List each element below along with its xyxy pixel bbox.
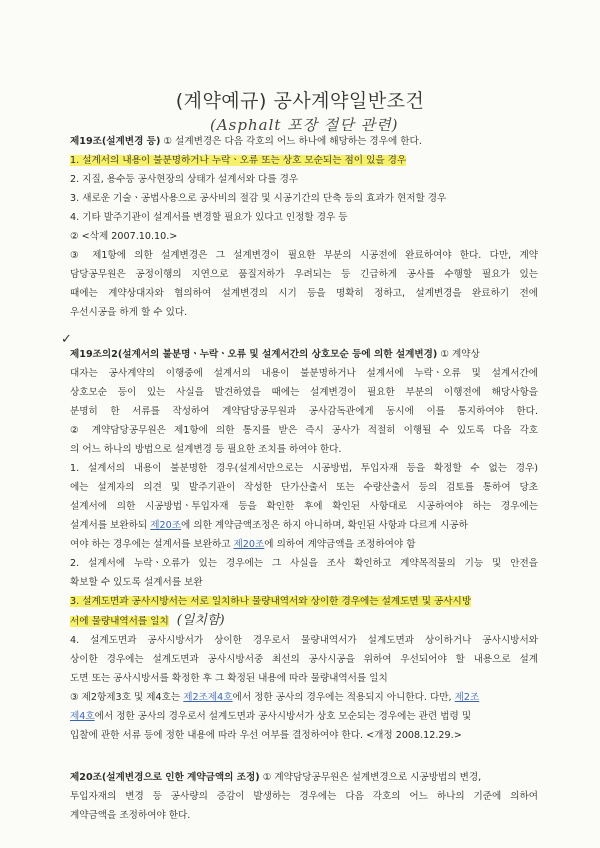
article-19-2-p3-line <box>70 707 538 726</box>
text-segment: ③ 제2항제3호 및 제4호는 <box>70 692 184 703</box>
article-19-2-item-2-line: 2. 설계서에 누락ㆍ오류가 있는 경우에는 그 사실을 조사 확인하고 계약목적물의 기능 및 안전을 <box>70 558 538 569</box>
highlighted-text: 서에 물량내역서를 일치 <box>70 616 169 627</box>
article-20-heading: 제20조(설계변경으로 인한 계약금액의 조정) <box>70 772 260 783</box>
article-19-2-p1-line: 분명히 한 서류를 작성하여 계약담당공무원과 공사감독관에게 동시에 이를 통지하여야 한다. <box>70 406 538 417</box>
article-19-item-4: 4. 기타 발주기관이 설계서를 변경할 필요가 있다고 인정할 경우 등 <box>70 212 348 223</box>
check-mark-icon: ✓ <box>61 332 72 347</box>
article-20-heading-tail: ① 계약담당공무원은 설계변경으로 시공방법의 변경, <box>259 772 482 783</box>
article-19-2-heading-tail: ① 계약상 <box>437 349 480 360</box>
article-19-2-p1-line: 대자는 공사계약의 이행중에 설계서의 내용이 불분명하거나 설계서에 누락ㆍ오류 및 설계서간에 <box>70 368 538 379</box>
article-19-heading: 제19조(설계변경 등) <box>70 136 161 147</box>
article-20-line: 투입자재의 변경 등 공사량의 증감이 발생하는 경우에는 다음 각호의 어느 하나의 기준에 의하여 <box>70 791 538 802</box>
article-2-item-4-link[interactable]: 제2조제4호 <box>183 692 233 703</box>
article-19-para-3-line: ③ 제1항에 의한 설계변경은 그 설계변경이 필요한 부분의 시공전에 완료하여야 한다. 다만, 계약 <box>70 250 538 261</box>
article-19-para-3-line: 담당공무원은 공정이행의 지연으로 품질저하가 우려되는 등 긴급하게 공사를 수행할 필요가 있는 <box>70 269 538 280</box>
article-19-2-p3-line: 입찰에 관한 서류 등에 정한 내용에 따라 우선 여부를 결정하여야 한다. <개정 2008.12.29.> <box>70 730 462 741</box>
handwritten-note: (일치함) <box>176 613 225 628</box>
handwritten-annotation: (Asphalt 포장 절단 관련) <box>210 116 399 134</box>
article-19-2-item-1-line <box>70 516 538 535</box>
document-body <box>70 132 538 825</box>
article-19-2-item-4-line: 상이한 경우에는 설계도면과 공사시방서중 최선의 공사시공을 위하여 우선되어야 할 내용으로 설계 <box>70 654 538 665</box>
text-segment: 설계서를 보완하되 <box>70 520 151 531</box>
article-19-2-heading: 제19조의2(설계서의 불분명ㆍ누락ㆍ오류 및 설계서간의 상호모순 등에 의한 설계변경) <box>70 349 438 360</box>
document-title: (계약예규) 공사계약일반조건 <box>175 90 425 112</box>
article-19-2-heading-line <box>70 345 538 364</box>
article-20-link[interactable]: 제20조 <box>233 539 265 550</box>
text-segment: 에서 정한 공사의 경우로서 설계도면과 공사시방서가 상호 모순되는 경우에는 관련 법령 및 <box>94 711 472 722</box>
item-4-link[interactable]: 제4호 <box>70 711 95 722</box>
article-19-para-3-line: 우선시공을 하게 할 수 있다. <box>70 307 188 318</box>
article-19-2-p3-line <box>70 688 538 707</box>
text-segment: 에 의하여 계약금액을 조정하여야 함 <box>264 539 416 550</box>
article-19-para-3-line: 때에는 계약상대자와 협의하여 설계변경의 시기 등을 명확히 정하고, 설계변경을 완료하기 전에 <box>70 288 538 299</box>
article-20-heading-line <box>70 768 538 787</box>
article-19-2-item-4-line: 도면 또는 공사시방서를 확정한 후 그 확정된 내용에 따라 물량내역서를 일치 <box>70 673 388 684</box>
article-19-item-2: 2. 지질, 용수등 공사현장의 상태가 설계서와 다를 경우 <box>70 174 299 185</box>
article-19-heading-line <box>70 132 538 151</box>
article-19-para-2-deleted: ② <삭제 2007.10.10.> <box>70 231 178 242</box>
article-19-2-item-1-line <box>70 535 538 554</box>
article-19-2-item-3-line <box>70 611 538 631</box>
article-19-2-item-1-line: 에는 설계자의 의견 및 발주기관이 작성한 단가산출서 또는 수량산출서 등의 검토를 통하여 당초 <box>70 482 538 493</box>
article-20-link[interactable]: 제20조 <box>150 520 181 531</box>
article-19-2-item-4-line: 4. 설계도면과 공사시방서가 상이한 경우로서 물량내역서가 설계도면과 상이하거나 공사시방서와 <box>70 635 538 646</box>
article-19-2-item-3-line <box>70 592 538 611</box>
article-19-item-3: 3. 새로운 기술ㆍ공법사용으로 공사비의 절감 및 시공기간의 단축 등의 효과가 현저할 경우 <box>70 193 447 204</box>
article-19-2-p2-line: ② 계약담당공무원은 제1항에 의한 통지를 받은 즉시 공사가 적절히 이행될 수 있도록 다음 각호 <box>70 425 538 436</box>
text-segment: 에서 정한 공사의 경우에는 적용되지 아니한다. 다만, <box>232 692 455 703</box>
highlighted-text: 3. 설계도면과 공사시방서는 서로 일치하나 물량내역서와 상이한 경우에는 설계도면 및 공사시방 <box>70 596 472 607</box>
article-19-2-item-2-line: 확보할 수 있도록 설계서를 보완 <box>70 577 203 588</box>
article-20-line: 계약금액을 조정하여야 한다. <box>70 810 191 821</box>
article-19-intro: ① 설계변경은 다음 각호의 어느 하나에 해당하는 경우에 한다. <box>163 136 422 147</box>
article-19-2-p1-line: 상호모순 등이 있는 사실을 발견하였을 때에는 설계변경이 필요한 부분의 이행전에 해당사항을 <box>70 387 538 398</box>
article-19-2-p2-line: 의 어느 하나의 방법으로 설계변경 등 필요한 조치를 하여야 한다. <box>70 444 342 455</box>
article-19-2-item-1-line: 1. 설계서의 내용이 불분명한 경우(설계서만으로는 시공방법, 투입자재 등을 확정할 수 없는 경우) <box>70 463 538 474</box>
highlighted-text: 1. 설계서의 내용이 불분명하거나 누락ㆍ오류 또는 상호 모순되는 점이 있을 경우 <box>70 155 407 166</box>
article-19-2-item-1-line: 설계서에 의한 시공방법ㆍ투입자재 등을 확인한 후에 확인된 사항대로 시공하여야 하는 경우에는 <box>70 501 538 512</box>
article-2-link[interactable]: 제2조 <box>454 692 480 703</box>
text-segment: 여야 하는 경우에는 설계서를 보완하고 <box>70 539 234 550</box>
article-19-item-1 <box>70 151 538 170</box>
text-segment: 에 의한 계약금액조정은 하지 아니하며, 확인된 사항과 다르게 시공하 <box>181 520 468 531</box>
